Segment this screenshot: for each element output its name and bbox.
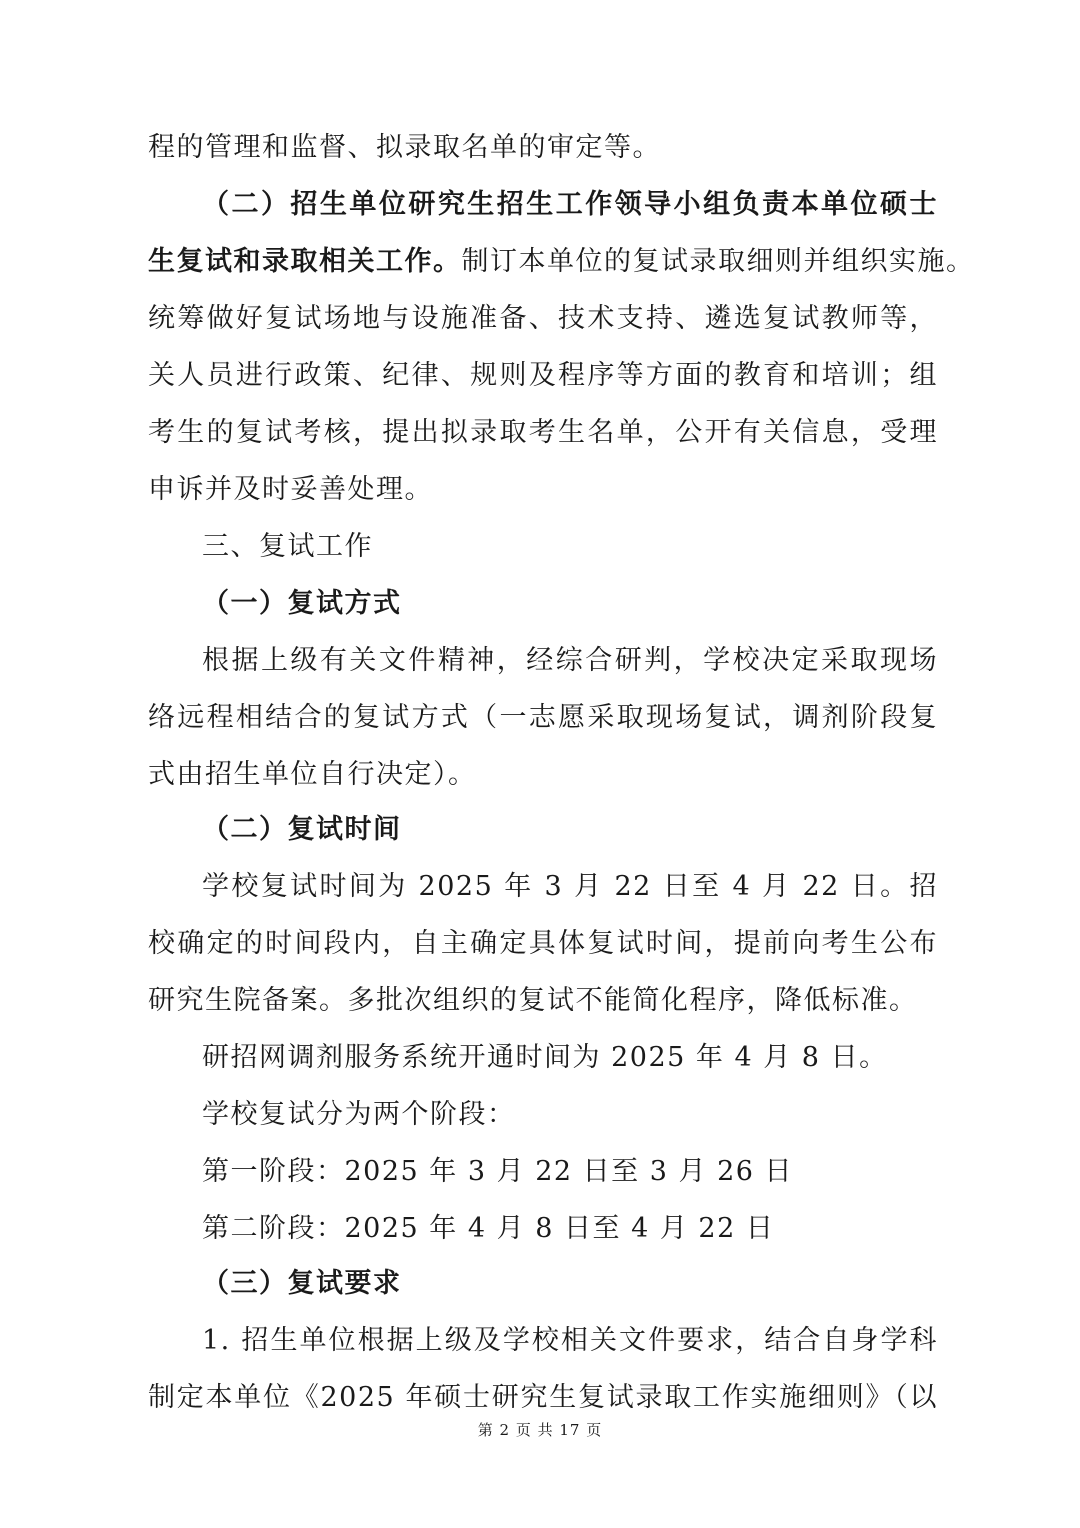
paragraph-line: 考生的复试考核，提出拟录取考生名单，公开有关信息，受理 [148, 417, 938, 448]
paragraph-line: 第一阶段：2025 年 3 月 22 日至 3 月 26 日 [202, 1156, 794, 1187]
paragraph-line: 申诉并及时妥善处理。 [148, 474, 433, 505]
paragraph-line: 研究生院备案。多批次组织的复试不能简化程序，降低标准。 [148, 985, 918, 1016]
page-number-footer: 第 2 页 共 17 页 [477, 1421, 603, 1439]
paragraph-line: 制定本单位《2025 年硕士研究生复试录取工作实施细则》（以 [148, 1382, 938, 1413]
subsection-heading: （一）复试方式 [202, 588, 402, 619]
paragraph-line: 根据上级有关文件精神，经综合研判，学校决定采取现场 [202, 645, 938, 676]
paragraph-line: 式由招生单位自行决定）。 [148, 759, 477, 790]
section-heading: 三、复试工作 [202, 531, 373, 562]
bold-heading-tail: 生复试和录取相关工作。 [148, 246, 462, 277]
paragraph-line: 第二阶段：2025 年 4 月 8 日至 4 月 22 日 [202, 1213, 775, 1244]
paragraph-line: 研招网调剂服务系统开通时间为 2025 年 4 月 8 日。 [202, 1042, 888, 1073]
paragraph-line: 学校复试分为两个阶段： [202, 1099, 516, 1130]
subsection-heading: （二）复试时间 [202, 814, 402, 845]
paragraph-line: 程的管理和监督、拟录取名单的审定等。 [148, 132, 661, 163]
paragraph-line: 络远程相结合的复试方式（一志愿采取现场复试，调剂阶段复 [148, 702, 938, 733]
paragraph-line: 统筹做好复试场地与设施准备、技术支持、遴选复试教师等， [148, 303, 938, 334]
paragraph-line [148, 242, 975, 282]
paragraph-line: 学校复试时间为 2025 年 3 月 22 日至 4 月 22 日。招 [202, 871, 938, 902]
paragraph-text: 制订本单位的复试录取细则并组织实施。 [461, 246, 975, 277]
bold-heading-line: （二）招生单位研究生招生工作领导小组负责本单位硕士 [202, 189, 938, 220]
subsection-heading: （三）复试要求 [202, 1268, 402, 1299]
paragraph-line: 校确定的时间段内，自主确定具体复试时间，提前向考生公布 [148, 928, 938, 959]
paragraph-line: 关人员进行政策、纪律、规则及程序等方面的教育和培训；组 [148, 360, 938, 391]
paragraph-line: 1. 招生单位根据上级及学校相关文件要求，结合自身学科 [202, 1325, 938, 1356]
